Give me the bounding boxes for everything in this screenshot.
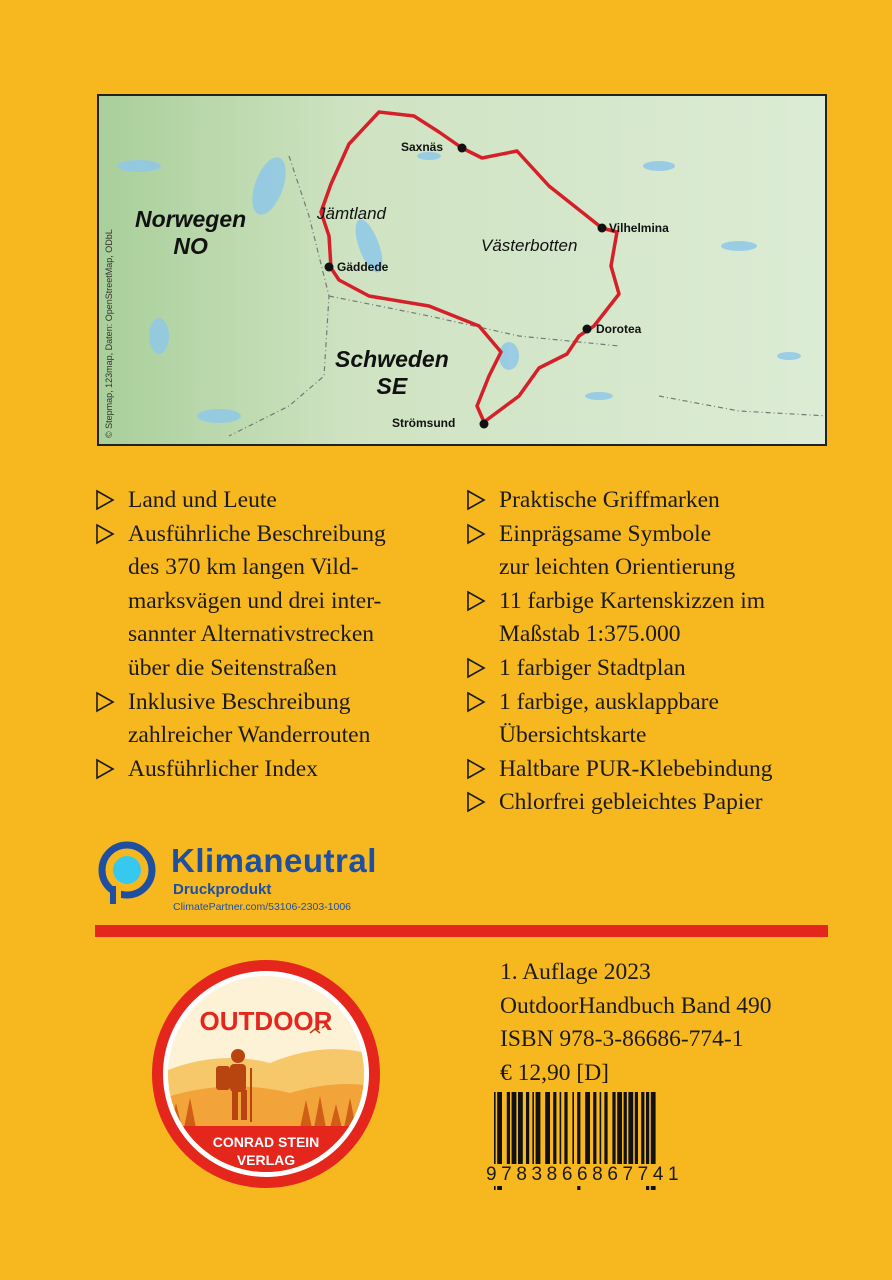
feature-line: Inklusive Beschreibung <box>128 688 351 715</box>
stromsund-marker <box>480 420 489 429</box>
feature-line: Praktische Griffmarken <box>499 487 720 513</box>
feature-item <box>466 484 772 518</box>
saxnas-marker <box>458 144 467 153</box>
triangle-bullet-icon <box>466 590 486 612</box>
sweden-code: SE <box>376 373 408 399</box>
feature-line: zur leichten Orientierung <box>499 554 736 581</box>
feature-item <box>466 585 772 652</box>
country-label-sweden <box>335 346 449 400</box>
barcode-digits: 9783866867741 <box>482 1164 748 1186</box>
triangle-bullet-icon <box>95 691 115 713</box>
feature-item <box>95 753 386 787</box>
feature-line: über die Seitenstraßen <box>128 654 337 681</box>
town-gaddede: Gäddede <box>337 260 389 274</box>
feature-item <box>466 518 772 585</box>
triangle-bullet-icon <box>466 523 486 545</box>
badge-top-text: OUTDOOR <box>199 1006 333 1036</box>
feature-line: sannter Alternativstrecken <box>128 621 375 648</box>
publication-info <box>500 956 772 1090</box>
norway-name: Norwegen <box>135 206 247 232</box>
climate-title: Klimaneutral <box>171 842 377 879</box>
sweden-name: Schweden <box>335 346 449 372</box>
vilhelmina-marker <box>598 224 607 233</box>
gaddede-marker <box>325 263 334 272</box>
divider-bar <box>95 925 828 937</box>
features-left <box>95 484 386 786</box>
publisher-badge <box>150 958 382 1190</box>
edition: 1. Auflage 2023 <box>500 959 651 985</box>
feature-line: Haltbare PUR-Klebebindung <box>499 755 773 782</box>
region-vasterbotten: Västerbotten <box>481 236 578 255</box>
triangle-bullet-icon <box>466 691 486 713</box>
feature-item <box>466 753 772 787</box>
town-saxnas: Saxnäs <box>401 140 444 154</box>
triangle-bullet-icon <box>466 758 486 780</box>
features-right <box>466 484 772 820</box>
dorotea-marker <box>583 325 592 334</box>
country-label-norway <box>135 206 246 260</box>
region-jamtland: Jämtland <box>317 204 386 223</box>
triangle-bullet-icon <box>95 758 115 780</box>
norway-code: NO <box>173 233 208 259</box>
triangle-bullet-icon <box>95 523 115 545</box>
feature-item <box>95 518 386 686</box>
isbn: ISBN 978-3-86686-774-1 <box>500 1026 744 1053</box>
feature-item <box>466 786 772 820</box>
badge-line1: CONRAD STEIN <box>212 1134 320 1150</box>
feature-item <box>95 484 386 518</box>
feature-line: Chlorfrei gebleichtes Papier <box>499 789 763 816</box>
triangle-bullet-icon <box>95 489 115 511</box>
triangle-bullet-icon <box>466 791 486 813</box>
series: OutdoorHandbuch Band 490 <box>500 992 772 1019</box>
feature-line: marksvägen und drei inter- <box>128 587 382 614</box>
map-credit: © Stepmap, 123map, Daten: OpenStreetMap, ODbL <box>104 229 114 438</box>
feature-item <box>466 652 772 686</box>
feature-line: 11 farbige Kartenskizzen im <box>499 587 766 614</box>
price: € 12,90 [D] <box>500 1059 609 1086</box>
feature-line: 1 farbige, ausklappbare <box>499 688 719 715</box>
climate-id: ClimatePartner.com/53106-2303-1006 <box>173 901 352 913</box>
town-stromsund: Strömsund <box>392 416 456 430</box>
feature-line: Ausführlicher Index <box>128 755 318 782</box>
triangle-bullet-icon <box>466 489 486 511</box>
feature-line: Maßstab 1:375.000 <box>499 621 681 648</box>
climate-partner-icon <box>95 840 159 904</box>
town-vilhelmina: Vilhelmina <box>609 221 669 235</box>
feature-line: 1 farbiger Stadtplan <box>499 654 686 681</box>
town-dorotea: Dorotea <box>596 322 642 336</box>
feature-line: zahlreicher Wanderrouten <box>128 722 371 749</box>
map-graphic <box>99 96 827 446</box>
triangle-bullet-icon <box>466 657 486 679</box>
feature-line: Einprägsame Symbole <box>499 520 712 547</box>
feature-line: Land und Leute <box>128 487 277 513</box>
feature-line: Ausführliche Beschreibung <box>128 520 386 547</box>
feature-item <box>95 686 386 753</box>
feature-line: des 370 km langen Vild- <box>128 554 359 581</box>
feature-item <box>466 686 772 753</box>
climate-subtitle: Druckprodukt <box>173 881 272 898</box>
climate-neutral-logo <box>95 838 455 918</box>
feature-line: Übersichtskarte <box>499 722 647 749</box>
badge-line2: VERLAG <box>236 1152 296 1168</box>
route-map <box>97 94 827 446</box>
